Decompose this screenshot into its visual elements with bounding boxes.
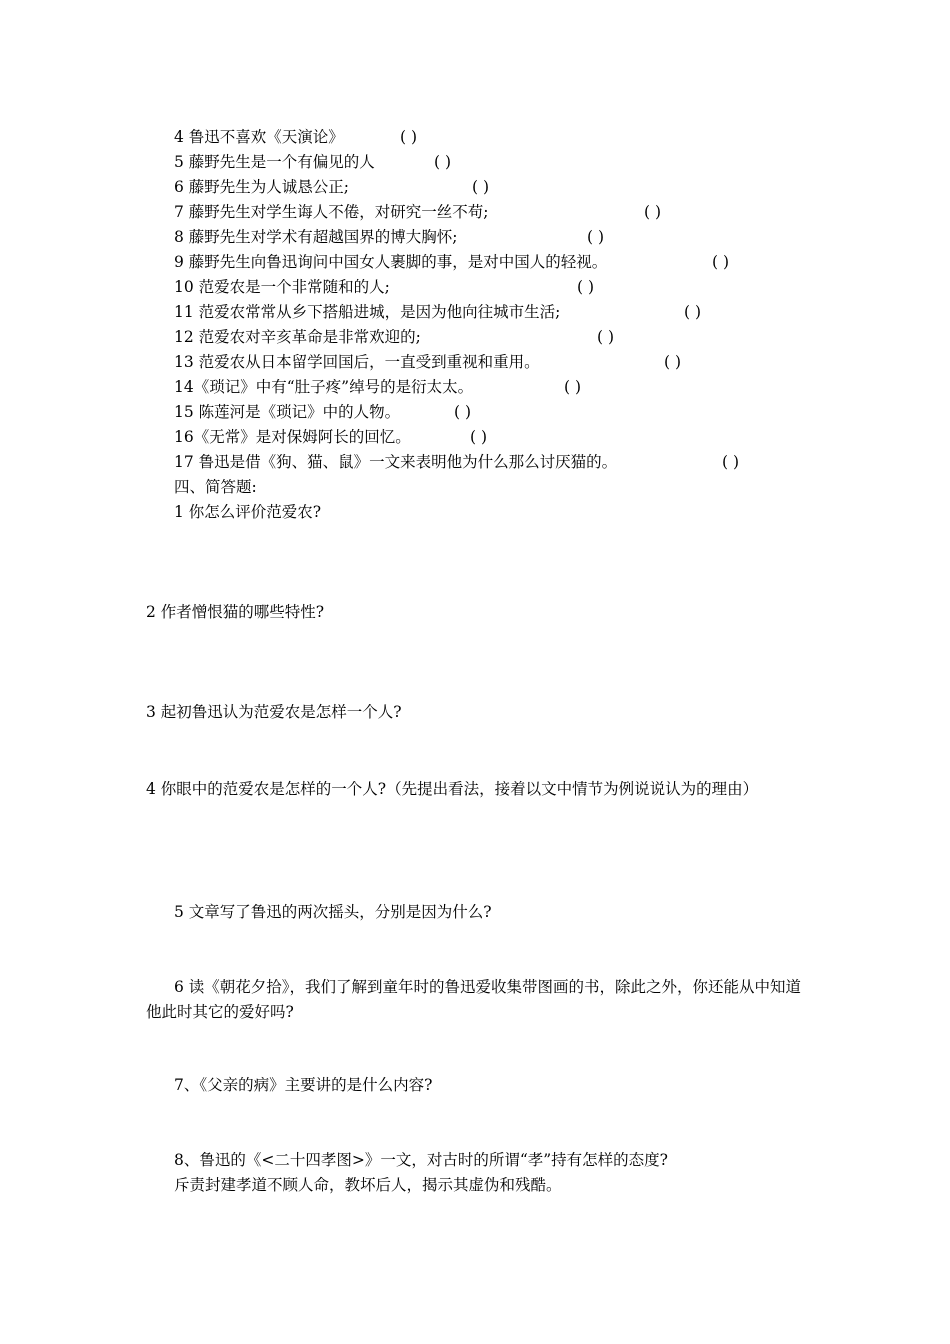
- statement-17: 17 鲁迅是借《狗、猫、鼠》一文来表明他为什么那么讨厌猫的。 ( ): [174, 453, 740, 471]
- question-5: 5 文章写了鲁迅的两次摇头，分别是因为什么?: [174, 903, 492, 921]
- question-8: 8、鲁迅的《<二十四孝图>》一文，对古时的所谓“孝”持有怎样的态度?: [174, 1151, 668, 1169]
- statement-15: 15 陈莲河是《琐记》中的人物。 ( ): [174, 403, 472, 421]
- answer-blank[interactable]: ( ): [400, 128, 418, 146]
- statement-9: 9 藤野先生向鲁迅询问中国女人裹脚的事，是对中国人的轻视。 ( ): [174, 253, 730, 271]
- statement-16: 16《无常》是对保姆阿长的回忆。 ( ): [174, 428, 488, 446]
- question-6: 6 读《朝花夕拾》，我们了解到童年时的鲁迅爱收集带图画的书，除此之外，你还能从中知道他此时其它的爱好吗?: [146, 978, 802, 1021]
- answer-blank[interactable]: ( ): [722, 453, 740, 471]
- answer-blank[interactable]: ( ): [454, 403, 472, 421]
- statement-6: 6 藤野先生为人诚恳公正; ( ): [174, 178, 490, 196]
- statement-8: 8 藤野先生对学术有超越国界的博大胸怀; ( ): [174, 228, 605, 246]
- question-7: 7、《父亲的病》主要讲的是什么内容?: [174, 1076, 433, 1094]
- answer-blank[interactable]: ( ): [597, 328, 615, 346]
- statement-12: 12 范爱农对辛亥革命是非常欢迎的; ( ): [174, 328, 615, 346]
- answer-blank[interactable]: ( ): [434, 153, 452, 171]
- statement-11: 11 范爱农常常从乡下搭船进城，是因为他向往城市生活; ( ): [174, 303, 702, 321]
- answer-blank[interactable]: ( ): [644, 203, 662, 221]
- section-title: 四、简答题:: [174, 478, 257, 496]
- answer-8: 斥责封建孝道不顾人命，教坏后人，揭示其虚伪和残酷。: [174, 1176, 562, 1194]
- statement-10: 10 范爱农是一个非常随和的人; ( ): [174, 278, 595, 296]
- answer-blank[interactable]: ( ): [712, 253, 730, 271]
- answer-blank[interactable]: ( ): [577, 278, 595, 296]
- question-1: 1 你怎么评价范爱农?: [174, 503, 322, 521]
- question-3: 3 起初鲁迅认为范爱农是怎样一个人?: [146, 703, 402, 721]
- answer-blank[interactable]: ( ): [472, 178, 490, 196]
- statement-13: 13 范爱农从日本留学回国后，一直受到重视和重用。 ( ): [174, 353, 682, 371]
- statement-7: 7 藤野先生对学生诲人不倦，对研究一丝不苟; ( ): [174, 203, 662, 221]
- answer-blank[interactable]: ( ): [587, 228, 605, 246]
- statement-4: 4 鲁迅不喜欢《天演论》 ( ): [174, 128, 418, 146]
- question-4: 4 你眼中的范爱农是怎样的一个人?（先提出看法，接着以文中情节为例说说认为的理由）: [146, 780, 759, 798]
- question-2: 2 作者憎恨猫的哪些特性?: [146, 603, 325, 621]
- answer-blank[interactable]: ( ): [684, 303, 702, 321]
- statement-14: 14《琐记》中有“肚子疼”绰号的是衍太太。 ( ): [174, 378, 582, 396]
- statement-5: 5 藤野先生是一个有偏见的人 ( ): [174, 153, 452, 171]
- answer-blank[interactable]: ( ): [664, 353, 682, 371]
- answer-blank[interactable]: ( ): [470, 428, 488, 446]
- answer-blank[interactable]: ( ): [564, 378, 582, 396]
